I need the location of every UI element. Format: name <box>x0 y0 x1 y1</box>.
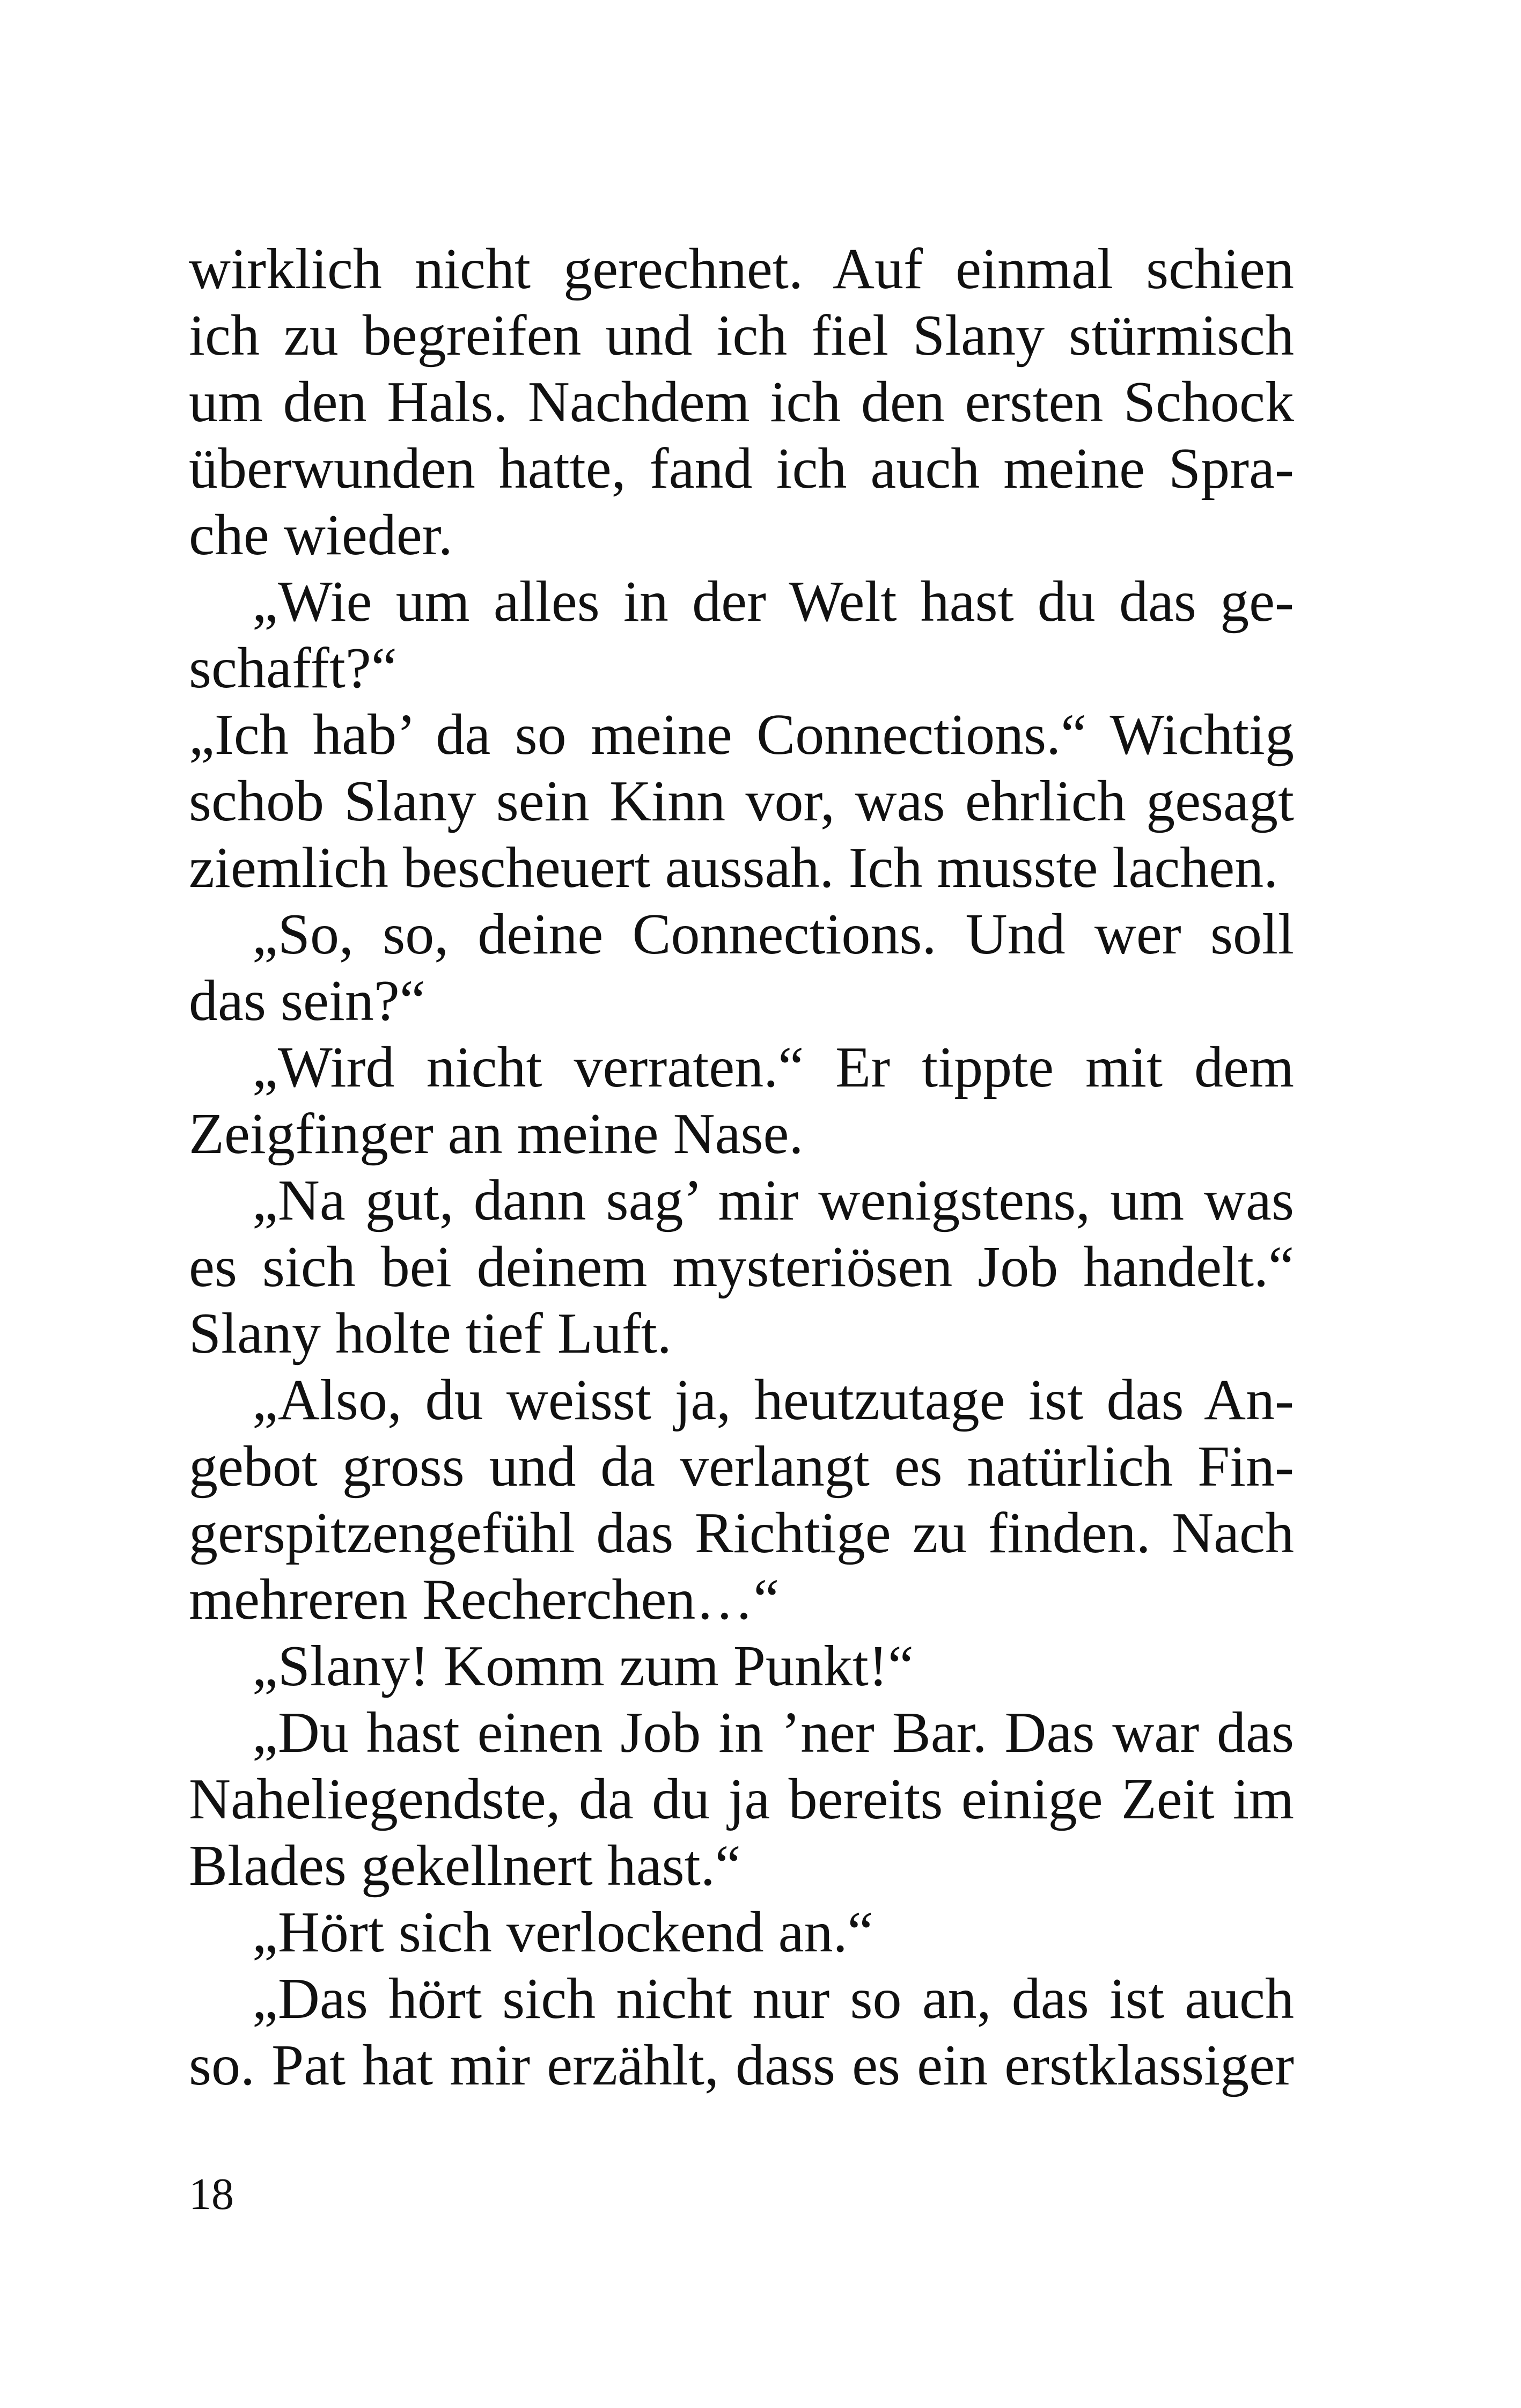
page-number: 18 <box>189 2169 234 2219</box>
text-line: Blades gekellnert hast.“ <box>189 1834 741 1898</box>
text-line: gebot gross und da verlangt es natürlich Fin- <box>189 1435 1294 1499</box>
text-line: um den Hals. Nachdem ich den ersten Schock <box>189 370 1294 434</box>
text-line: so. Pat hat mir erzählt, dass es ein erstklassiger <box>189 2033 1294 2097</box>
text-line: „Wie um alles in der Welt hast du das ge- <box>252 570 1294 634</box>
text-line: überwunden hatte, fand ich auch meine Spra- <box>189 437 1294 501</box>
text-line: „Also, du weisst ja, heutzutage ist das An- <box>252 1368 1294 1432</box>
text-line: „Du hast einen Job in ’ner Bar. Das war das <box>252 1701 1294 1765</box>
text-line: gerspitzengefühl das Richtige zu finden. Nach <box>189 1501 1294 1565</box>
text-line: che wieder. <box>189 503 453 567</box>
text-line: Naheliegendste, da du ja bereits einige Zeit im <box>189 1767 1294 1831</box>
text-line: wirklich nicht gerechnet. Auf einmal schien <box>189 237 1294 301</box>
text-line: ich zu begreifen und ich fiel Slany stürmisch <box>189 304 1294 368</box>
text-line: „Ich hab’ da so meine Connections.“ Wichtig <box>189 703 1294 767</box>
text-line: schafft?“ <box>189 636 397 700</box>
text-line: „Na gut, dann sag’ mir wenigstens, um was <box>252 1169 1294 1232</box>
text-line: „Wird nicht verraten.“ Er tippte mit dem <box>252 1036 1294 1099</box>
text-line: es sich bei deinem mysteriösen Job handelt.“ <box>189 1235 1294 1299</box>
text-line: Slany holte tief Luft. <box>189 1302 672 1365</box>
text-line: „Das hört sich nicht nur so an, das ist auch <box>252 1967 1294 2031</box>
text-line: Zeigfinger an meine Nase. <box>189 1102 804 1166</box>
text-line: das sein?“ <box>189 969 425 1033</box>
text-line: „So, so, deine Connections. Und wer soll <box>252 902 1294 966</box>
body-text <box>189 236 1294 2099</box>
text-line: ziemlich bescheuert aussah. Ich musste lachen. <box>189 836 1278 900</box>
text-line: mehreren Recherchen…“ <box>189 1568 780 1632</box>
text-line: „Slany! Komm zum Punkt!“ <box>252 1634 914 1698</box>
text-line: schob Slany sein Kinn vor, was ehrlich gesagt <box>189 769 1294 833</box>
text-line: „Hört sich verlockend an.“ <box>252 1900 873 1964</box>
